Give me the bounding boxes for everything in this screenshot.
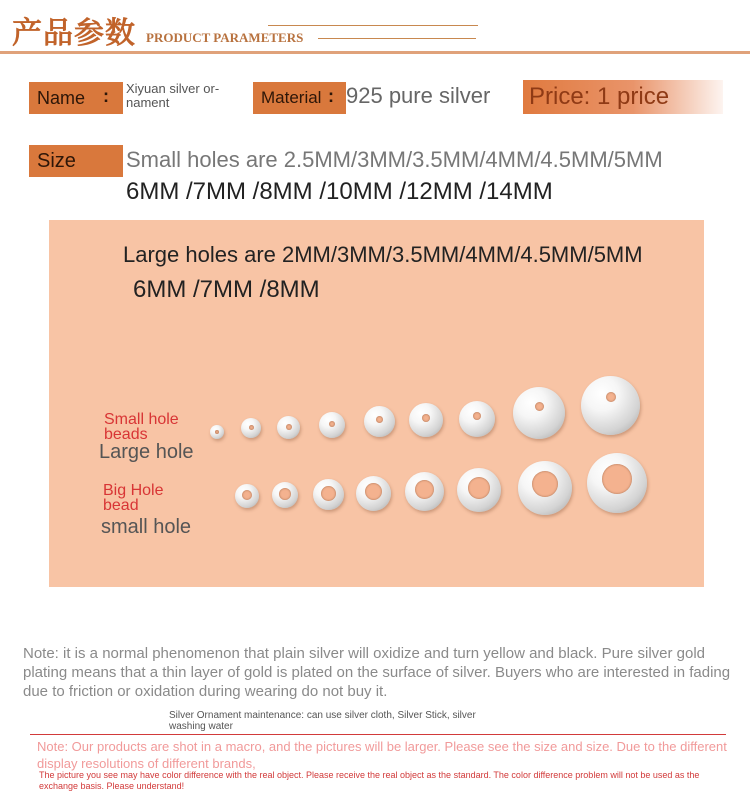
bead-small-hole xyxy=(241,418,261,438)
color-difference-note: The picture you see may have color difference with the real object. Please receive the real object as the standard. The color difference problem will not be used as the exchange basis. Please understand! xyxy=(39,770,700,791)
bead-small-hole xyxy=(409,403,443,437)
small-holes-sizes: Small holes are 2.5MM/3MM/3.5MM/4MM/4.5MM/5MM xyxy=(126,147,663,172)
large-holes-sizes: Large holes are 2MM/3MM/3.5MM/4MM/4.5MM/5MM xyxy=(123,242,643,267)
maintenance-note: Silver Ornament maintenance: can use silver cloth, Silver Stick, silver washing water xyxy=(169,710,476,732)
bead-big-hole xyxy=(272,482,298,508)
name-colon: : xyxy=(103,86,109,106)
bead-small-hole xyxy=(319,412,345,438)
bead-big-hole xyxy=(313,479,344,510)
size-label: Size xyxy=(37,149,76,172)
big-hole-bead-label: Big Hole bead xyxy=(103,482,164,514)
bead-big-hole xyxy=(405,472,444,511)
price-label: Price: 1 price xyxy=(529,83,670,110)
header-divider xyxy=(318,38,476,39)
bead-big-hole xyxy=(587,453,647,513)
bead-small-hole xyxy=(581,376,640,435)
bead-big-hole xyxy=(235,484,259,508)
small-hole-beads-label: Small hole beads xyxy=(104,411,179,443)
material-label: Material xyxy=(261,88,322,107)
name-value: Xiyuan silver or- nament xyxy=(126,81,220,110)
small-holes-sizes-cont: 6MM /7MM /8MM /10MM /12MM /14MM xyxy=(126,178,553,205)
note-divider xyxy=(30,734,726,735)
size-label-box xyxy=(29,145,123,177)
material-value: 925 pure silver xyxy=(346,83,491,108)
page-title-cn: 产品参数 xyxy=(12,16,136,51)
bead-small-hole xyxy=(364,406,395,437)
name-label: Name xyxy=(37,87,86,108)
bead-big-hole xyxy=(356,476,391,511)
small-hole-label: small hole xyxy=(101,516,192,538)
macro-note: Note: Our products are shot in a macro, and the pictures will be larger. Please see the size and size. Due to the different display resolutions of different brands, xyxy=(37,739,727,771)
bead-small-hole xyxy=(513,387,565,439)
bead-small-hole xyxy=(459,401,495,437)
header-rule xyxy=(0,51,750,54)
oxidation-note: Note: it is a normal phenomenon that plain silver will oxidize and turn yellow and black. Pure silver gold plating means that a thin layer of gold is plated on the surface of silver. Buyers who are interested in fading due to friction or oxidation during wearing do not buy it. xyxy=(23,645,731,700)
large-holes-sizes-cont: 6MM /7MM /8MM xyxy=(133,276,320,303)
large-hole-label: Large hole xyxy=(99,441,194,463)
bead-small-hole xyxy=(277,416,300,439)
material-colon: : xyxy=(328,86,334,106)
header-divider xyxy=(268,25,478,26)
bead-big-hole xyxy=(457,468,501,512)
bead-small-hole xyxy=(210,425,224,439)
price-badge xyxy=(523,80,723,114)
bead-big-hole xyxy=(518,461,572,515)
page-title-en: PRODUCT PARAMETERS xyxy=(146,30,304,45)
